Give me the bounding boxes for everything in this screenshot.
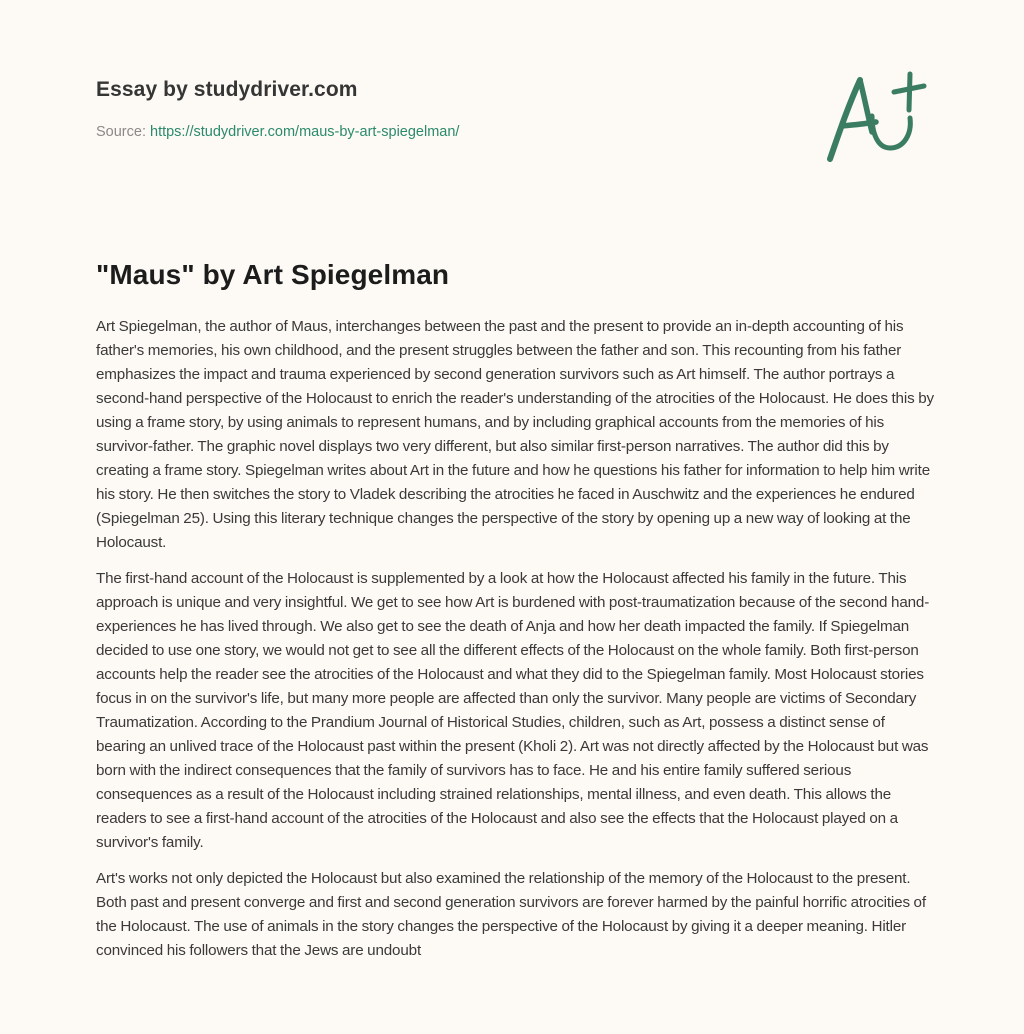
source-line: [96, 122, 796, 142]
paragraph: The first-hand account of the Holocaust is supplemented by a look at how the Holocaust affected his family in the future. This approach is unique and very insightful. We get to see how Art is burdened with post-traumatization because of the second hand-experiences he has lived through. We also get to see the death of Anja and how her death impacted the family. If Spiegelman decided to use one story, we would not get to see all the different effects of the Holocaust on the whole family. Both first-person accounts help the reader see the atrocities of the Holocaust and what they did to the Spiegelman family. Most Holocaust stories focus in on the survivor's life, but many more people are affected than only the survivor. Many people are victims of Secondary Traumatization. According to the Prandium Journal of Historical Studies, children, such as Art, possess a distinct sense of bearing an unlived trace of the Holocaust past within the present (Kholi 2). Art was not directly affected by the Holocaust but was born with the indirect consequences that the family of survivors has to face. He and his entire family suffered serious consequences as a result of the Holocaust including strained relationships, mental illness, and even death. This allows the readers to see a first-hand account of the atrocities of the Holocaust and also see the effects that the Holocaust played on a survivor's family.: [96, 570, 930, 851]
source-link[interactable]: https://studydriver.com/maus-by-art-spiegelman/: [150, 124, 460, 140]
page-header: [96, 76, 796, 142]
source-label: Source:: [96, 124, 150, 140]
paragraph: Art Spiegelman, the author of Maus, interchanges between the past and the present to provide an in-depth accounting of his father's memories, his own childhood, and the present struggles between the father and son. This recounting from his father emphasizes the impact and trauma experienced by second generation survivors such as Art himself. The author portrays a second-hand perspective of the Holocaust to enrich the reader's understanding of the atrocities of the Holocaust. He does this by using a frame story, by using animals to represent humans, and by including graphical accounts from the memories of his survivor-father. The graphic novel displays two very different, but also similar first-person narratives. The author did this by creating a frame story. Spiegelman writes about Art in the future and how he questions his father for information to help him write his story. He then switches the story to Vladek describing the atrocities he faced in Auschwitz and the experiences he endured (Spiegelman 25). Using this literary technique changes the perspective of the story by opening up a new way of looking at the Holocaust.: [96, 318, 934, 551]
document-title: "Maus" by Art Spiegelman: [96, 259, 450, 290]
a-plus-grade-icon: [820, 66, 932, 166]
essay-body: [96, 315, 934, 975]
site-title: Essay by studydriver.com: [96, 78, 358, 101]
paragraph: Art's works not only depicted the Holocaust but also examined the relationship of the memory of the Holocaust to the present. Both past and present converge and first and second generation survivors are forever harmed by the painful horrific atrocities of the Holocaust. The use of animals in the story changes the perspective of the Holocaust by giving it a deeper meaning. Hitler convinced his followers that the Jews are undoubt: [96, 870, 926, 959]
